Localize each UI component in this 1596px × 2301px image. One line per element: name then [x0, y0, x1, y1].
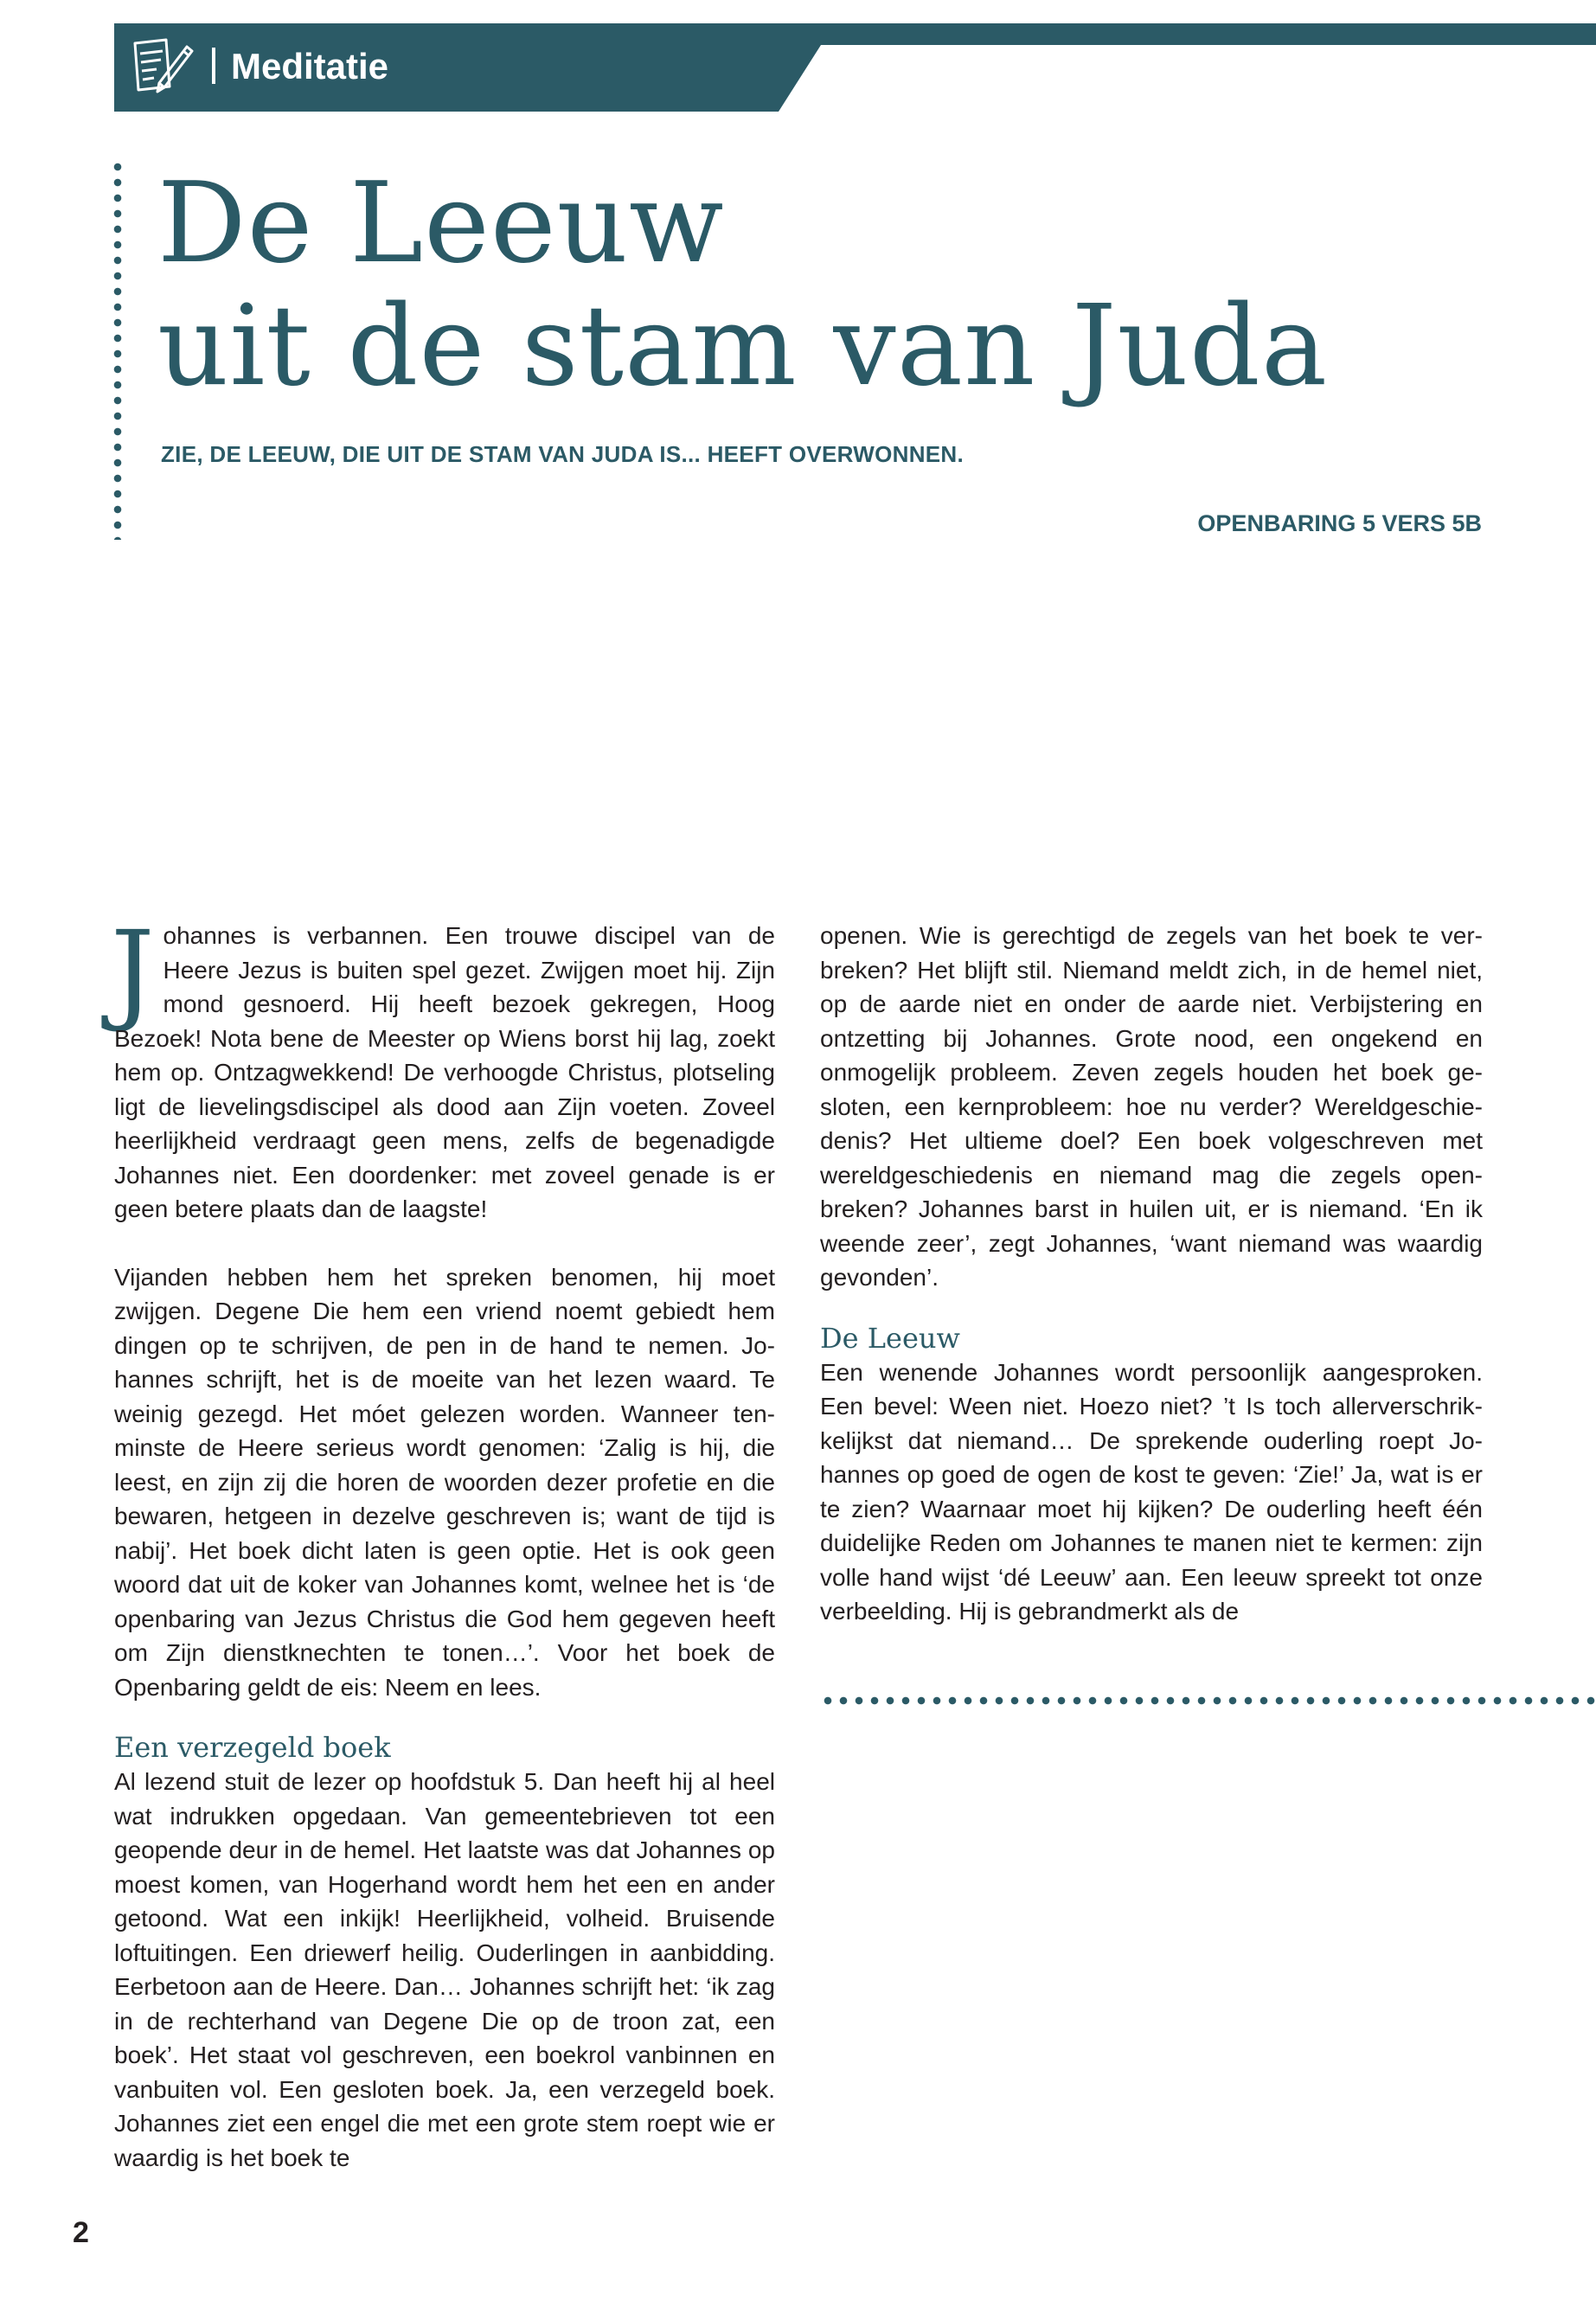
notebook-pen-icon	[128, 35, 197, 99]
section-heading-sealed-book: Een verzegeld boek	[114, 1731, 391, 1764]
dotted-vertical-rule	[113, 159, 122, 540]
page-number: 2	[73, 2216, 89, 2249]
scripture-reference: OPENBARING 5 VERS 5B	[1197, 510, 1482, 536]
article-title	[157, 159, 1455, 411]
title-line-1: De Leeuw	[157, 159, 725, 288]
paragraph: Vijanden hebben hem het spreken benomen, hij moet zwijgen. Degene Die hem een vriend noemt gebiedt hem dingen op te schrijven, de pen in de hand te nemen. Johannes schrijft, het is de moeite van het lezen waard. Te weinig gezegd. Het móet gelezen worden. Wanneer tenminste de Heere serieus wordt genomen: ‘Zalig is hij, die leest, en zijn zij die horen de woorden dezer profetie en die bewaren, hetgeen in dezelve geschreven is; want de tijd is nabij’. Het boek dicht laten is geen optie. Het is ook geen woord dat uit de koker van Johannes komt, welnee het is ‘de openbaring van Jezus Christus die God hem gegeven heeft om Zijn dienstknechten te tonen…’. Voor het boek de Openbaring geldt de eis: Neem en lees.	[114, 1263, 775, 1701]
paragraph: Al lezend stuit de lezer op hoofdstuk 5. Dan heeft hij al heel wat indrukken opgedaan. Van gemeentebrieven tot een geopende deur in de hemel. Het laatste was dat Johannes op moest komen, van Hogerhand wordt hem het een en ander getoond. Wat een inkijk! Heerlijkheid, volheid. Bruisende loftuitingen. Een driewerf heilig. Ouderlingen in aanbidding. Eerbetoon aan de Heere. Dan… Johannes schrijft het: ‘ik zag in de rechterhand van Degene Die op de troon zat, een boek’. Het staat vol geschreven, een boekrol vanbinnen en vanbuiten vol. Een gesloten boek. Ja, een verzegeld boek. Johannes ziet een engel die met een grote stem roept wie er waardig is het boek te	[114, 1768, 775, 2171]
paragraph: openen. Wie is gerechtigd de zegels van het boek te verbreken? Het blijft stil. Niemand meldt zich, in de hemel niet, op de aarde niet en onder de aarde niet. Verbijstering en ontzetting bij Johannes. Grote nood, een ongekend en onmogelijk probleem. Zeven zegels houden het boek gesloten, een kernprobleem: hoe nu verder? Wereldgeschiedenis? Het ultieme doel? Een boek volgeschreven met wereldgeschiedenis en niemand mag die zegels openbreken? Johannes barst in huilen uit, er is niemand. ‘En ik weende zeer’, zegt Johannes, ‘want niemand was waardig gevonden’.	[820, 922, 1483, 1291]
section-label	[212, 42, 388, 92]
section-label-text: Meditatie	[231, 46, 389, 87]
paragraph-intro-text: ohannes is verbannen. Een trouwe discipel van de Heere Jezus is buiten spel gezet. Zwijgen moet hij. Zijn mond gesnoerd. Hij heeft bezoek gekregen, Hoog Bezoek! Nota bene de Meester op Wiens borst hij lag, zoekt hem op. Ontzagwekkend! De verhoogde Christus, plotseling ligt de lievelingsdiscipel als dood aan Zijn voeten. Zoveel heerlijkheid verdraagt geen mens, zelfs de begenadigde Johannes niet. Een doordenker: met zoveel genade is er geen betere plaats dan de laagste!	[114, 922, 775, 1222]
paragraph: Een wenende Johannes wordt persoonlijk aangesproken. Een bevel: Ween niet. Hoezo niet? ’t Is toch allerverschrikkelijkst dat niemand… De sprekende ouderling roept Johannes op goed de ogen de kost te geven: ‘Zie!’ Ja, wat is er te zien? Waarnaar moet hij kijken? De ouderling heeft één duidelijke Reden om Johannes te manen niet te kermen: zijn volle hand wijst ‘dé Leeuw’ aan. Een leeuw spreekt tot onze verbeelding. Hij is gebrandmerkt als de	[820, 1358, 1483, 1625]
right-column	[820, 919, 1483, 1629]
section-heading-lion: De Leeuw	[820, 1321, 960, 1355]
left-column	[111, 907, 775, 2175]
dotted-horizontal-rule	[820, 1695, 1596, 1706]
scripture-quote: ZIE, DE LEEUW, DIE UIT DE STAM VAN JUDA IS... HEEFT OVERWONNEN.	[161, 441, 965, 467]
dropcap: J	[111, 907, 155, 1035]
title-line-2: uit de stam van Juda	[157, 282, 1329, 411]
header-separator	[212, 48, 215, 84]
paragraph-intro	[111, 907, 775, 1227]
